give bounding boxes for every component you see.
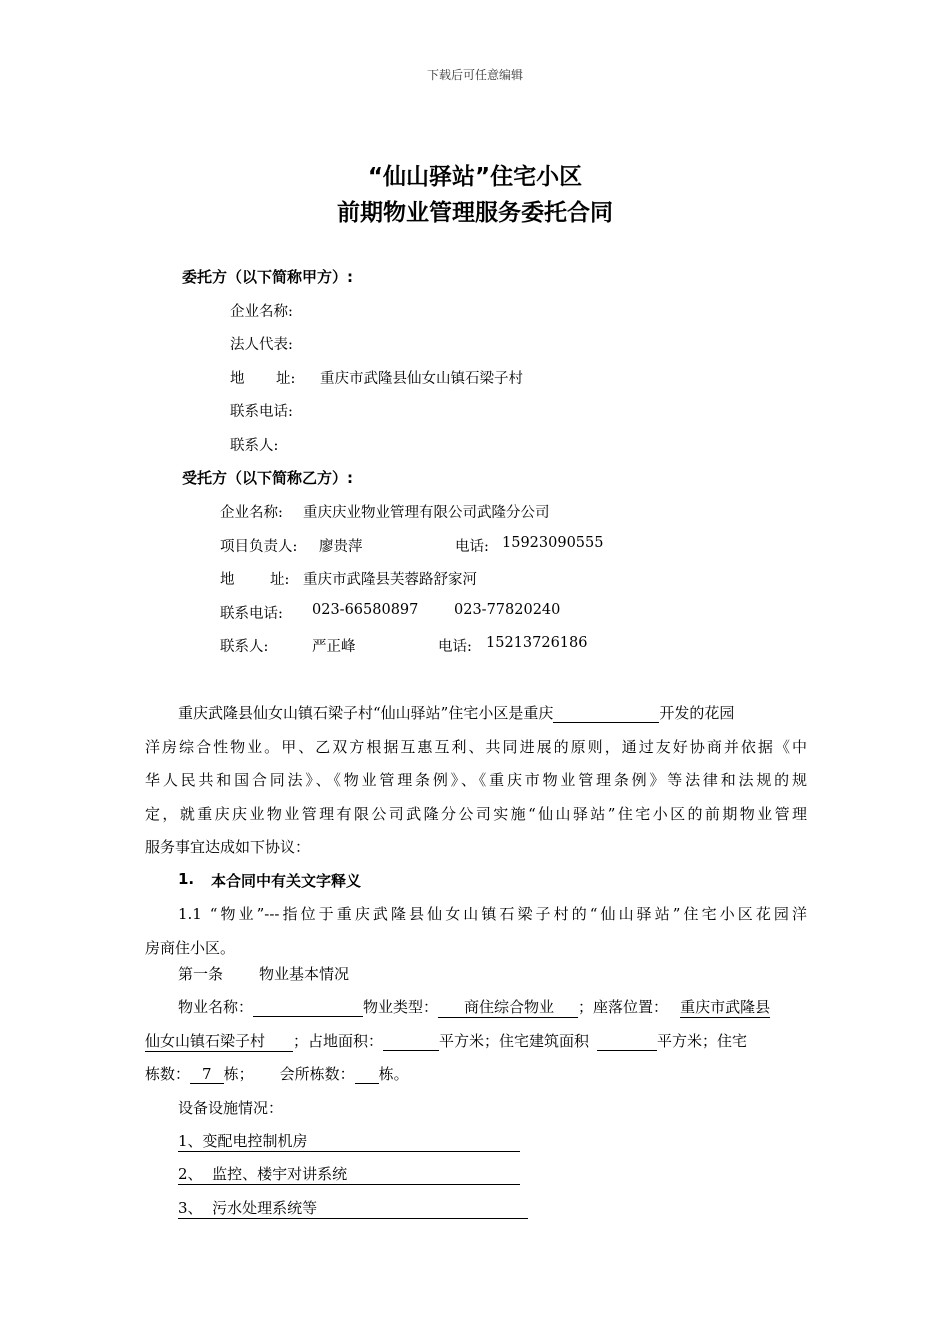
party-a-company-label: 企业名称: [230, 304, 293, 320]
party-b-manager-phone-value: 15923090555 [502, 535, 604, 551]
club-count-blank [355, 1065, 379, 1084]
article-1-title: 物业基本情况 [259, 965, 350, 983]
section-1-heading: 本合同中有关文字释义 [211, 872, 362, 890]
party-a-address-value: 重庆市武隆县仙女山镇石梁子村 [320, 371, 523, 387]
party-b-phone-label: 联系电话: [220, 606, 283, 622]
intro-line-2: 洋房综合性物业。甲、乙双方根据互惠互利、共同进展的原则，通过友好协商并依据《中 [145, 738, 807, 756]
facility-item-1: 1、变配电控制机房 [178, 1130, 520, 1152]
party-b-phone-value-2: 023-77820240 [454, 602, 561, 618]
party-b-address-value: 重庆市武隆县芙蓉路舒家河 [303, 572, 477, 588]
facility-item-3: 3、 污水处理系统等 [178, 1197, 528, 1219]
building-count-value: 7 [190, 1065, 224, 1084]
party-b-address-label-2: 址: [270, 572, 290, 588]
party-b-heading: 受托方（以下简称乙方）: [182, 469, 353, 487]
party-b-contact-label: 联系人: [220, 639, 269, 655]
party-b-manager-value: 廖贵萍 [319, 539, 363, 555]
intro-line-4: 定，就重庆庆业物业管理有限公司武隆分公司实施“仙山驿站”住宅小区的前期物业管理 [145, 805, 807, 823]
intro-line-3: 华人民共和国合同法》、《物业管理条例》、《重庆市物业管理条例》等法律和法规的规 [145, 771, 807, 789]
facility-item-2: 2、 监控、楼宇对讲系统 [178, 1163, 520, 1185]
location-value-2: 仙女山镇石梁子村 [145, 1030, 293, 1052]
property-name-blank [253, 998, 363, 1017]
party-a-legal-rep-label: 法人代表: [230, 337, 293, 353]
party-a-phone-label: 联系电话: [230, 404, 293, 420]
section-1-number: 1. [178, 870, 195, 888]
title-line-1: “仙山驿站”住宅小区 [367, 164, 583, 190]
party-b-phone-value-1: 023-66580897 [312, 602, 419, 618]
party-b-manager-phone-label: 电话: [455, 539, 489, 555]
clause-1-1-line-1: 1.1 “物业”---指位于重庆武隆县仙女山镇石梁子村的“仙山驿站”住宅小区花园洋 [178, 905, 807, 923]
party-b-contact-phone-value: 15213726186 [486, 635, 588, 651]
party-a-heading: 委托方（以下简称甲方）: [182, 268, 353, 286]
property-type-value: 商住综合物业 [438, 996, 578, 1018]
land-area-blank [383, 1032, 439, 1051]
building-area-blank [597, 1032, 657, 1051]
article-1-line-2: 仙女山镇石梁子村 ；占地面积： 平方米；住宅建筑面积 平方米；住宅 [145, 1032, 748, 1050]
location-value-1: 重庆市武隆县 [680, 998, 771, 1016]
party-b-manager-label: 项目负责人: [220, 539, 298, 555]
intro-line-1: 重庆武隆县仙女山镇石梁子村“仙山驿站”住宅小区是重庆 开发的花园 [178, 704, 735, 722]
title-line-2: 前期物业管理服务委托合同 [337, 200, 613, 226]
party-b-company-label: 企业名称: [220, 505, 283, 521]
party-a-address-label-1: 地 [230, 371, 245, 387]
page-header-note: 下载后可任意编辑 [426, 68, 523, 82]
party-b-company-value: 重庆庆业物业管理有限公司武隆分公司 [303, 505, 550, 521]
article-1-line-1: 物业名称： 物业类型： 商住综合物业 ；座落位置： 重庆市武隆县 [178, 998, 771, 1016]
developer-blank [553, 704, 659, 723]
party-b-contact-value: 严正峰 [312, 639, 356, 655]
article-1-line-3: 栋数： 7 栋； 会所栋数： 栋。 [145, 1065, 409, 1083]
article-1-number: 第一条 [178, 965, 224, 983]
clause-1-1-line-2: 房商住小区。 [145, 939, 236, 957]
intro-line-5: 服务事宜达成如下协议： [145, 838, 311, 856]
party-b-contact-phone-label: 电话: [438, 639, 472, 655]
party-a-contact-label: 联系人: [230, 438, 279, 454]
facilities-heading: 设备设施情况： [178, 1099, 284, 1117]
party-a-address-label-2: 址: [276, 371, 296, 387]
party-b-address-label-1: 地 [220, 572, 235, 588]
